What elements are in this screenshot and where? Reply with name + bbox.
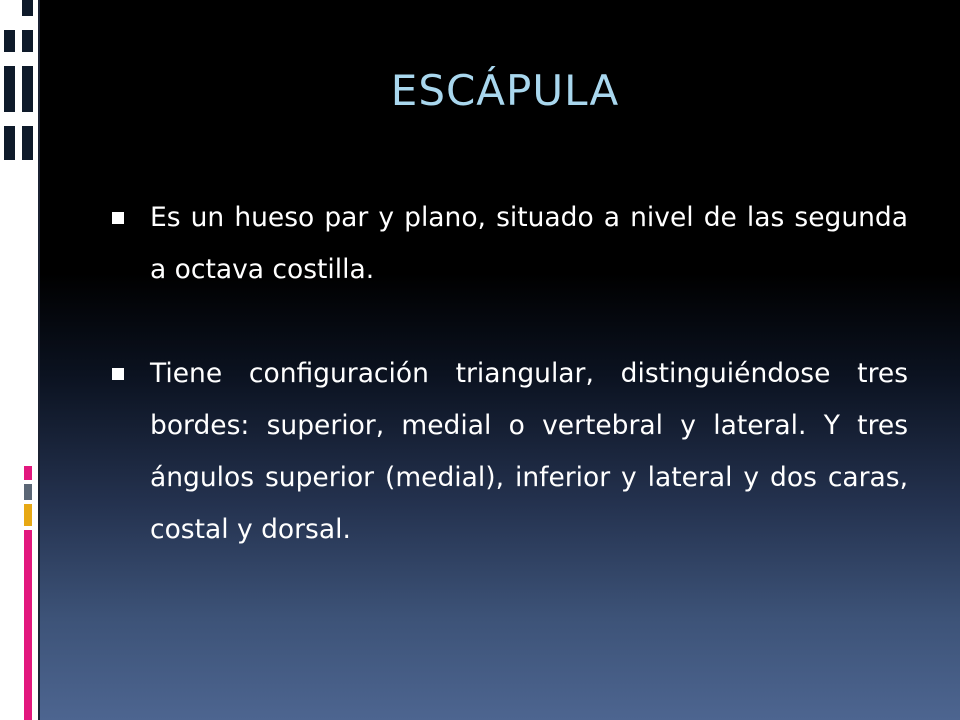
decorative-square: [22, 0, 33, 16]
slide-title: ESCÁPULA: [390, 66, 620, 115]
square-bullet-icon: [112, 368, 124, 380]
accent-bar-pink: [24, 466, 32, 480]
square-bullet-icon: [112, 212, 124, 224]
decorative-square: [4, 30, 15, 52]
bullet-text: Es un hueso par y plano, situado a nivel de las segunda a octava costilla.: [150, 202, 908, 285]
decorative-square: [22, 30, 33, 52]
bullet-item: [112, 192, 908, 296]
bullet-text: Tiene configuración triangular, distinguiéndose tres bordes: superior, medial o vertebral y lateral. Y tres ángulos superior (medial), inferior y lateral y dos caras, costal y dorsal.: [150, 358, 908, 545]
accent-bar-pink-long: [24, 530, 32, 720]
bullet-item: [112, 348, 908, 556]
decorative-square: [4, 126, 15, 160]
accent-bar-gold: [24, 504, 32, 526]
decorative-square: [22, 126, 33, 160]
accent-bar-gray: [24, 484, 32, 500]
slide-content: [112, 192, 908, 608]
